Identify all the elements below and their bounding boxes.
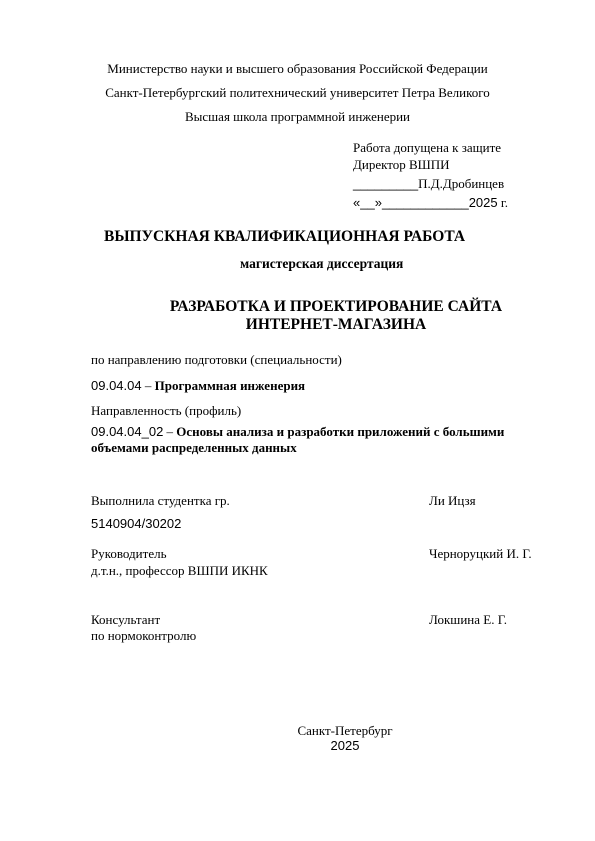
date-open-quote: « <box>353 195 361 210</box>
approval-date-line <box>353 195 508 211</box>
date-month-blank: ____________ <box>381 195 469 210</box>
student-group: 5140904/30202 <box>91 516 182 531</box>
direction-code: 09.04.04 <box>91 378 142 393</box>
footer-year: 2025 <box>330 738 360 753</box>
date-year: 2025 <box>468 195 498 210</box>
consultant-label: Консультант <box>91 612 161 627</box>
profile-dash: – <box>163 424 177 439</box>
profile-name-line-1: Основы анализа и разработки приложений с большими <box>176 424 505 439</box>
supervisor-name: Черноруцкий И. Г. <box>429 546 532 561</box>
date-close-quote: » <box>374 195 382 210</box>
profile-code: 09.04.04_02 <box>91 424 164 439</box>
director-name: П.Д.Дробинцев <box>418 176 505 191</box>
document-subtype: магистерская диссертация <box>240 256 404 271</box>
direction-dash: – <box>141 378 155 393</box>
supervisor-label: Руководитель <box>91 546 167 561</box>
approval-line-2: Директор ВШПИ <box>353 157 450 172</box>
university-name: Санкт-Петербургский политехнический университет Петра Великого <box>105 85 490 100</box>
student-name: Ли Ицзя <box>429 493 476 508</box>
supervisor-title: д.т.н., профессор ВШПИ ИКНК <box>91 563 268 578</box>
direction-name: Программная инженерия <box>154 378 306 393</box>
direction-label: по направлению подготовки (специальности) <box>91 352 342 367</box>
thesis-title-line-2: ИНТЕРНЕТ-МАГАЗИНА <box>245 316 427 333</box>
profile-line-1 <box>91 424 504 440</box>
profile-name-line-2: объемами распределенных данных <box>91 440 297 455</box>
date-suffix: г. <box>497 195 508 210</box>
profile-label: Направленность (профиль) <box>91 403 242 418</box>
thesis-title-line-1: РАЗРАБОТКА И ПРОЕКТИРОВАНИЕ САЙТА <box>169 298 503 315</box>
signature-blank: _________ <box>353 176 419 191</box>
director-signature-line <box>353 176 504 192</box>
footer-city: Санкт-Петербург <box>297 723 393 738</box>
school-name: Высшая школа программной инженерии <box>185 109 410 124</box>
student-label: Выполнила студентка гр. <box>91 493 230 508</box>
direction-line <box>91 378 305 394</box>
consultant-subject: по нормоконтролю <box>91 628 197 643</box>
consultant-name: Локшина Е. Г. <box>429 612 507 627</box>
date-day-blank: __ <box>360 195 375 210</box>
ministry-name: Министерство науки и высшего образования Российской Федерации <box>107 61 488 76</box>
document-type: ВЫПУСКНАЯ КВАЛИФИКАЦИОННАЯ РАБОТА <box>104 228 466 245</box>
approval-line-1: Работа допущена к защите <box>353 140 502 155</box>
